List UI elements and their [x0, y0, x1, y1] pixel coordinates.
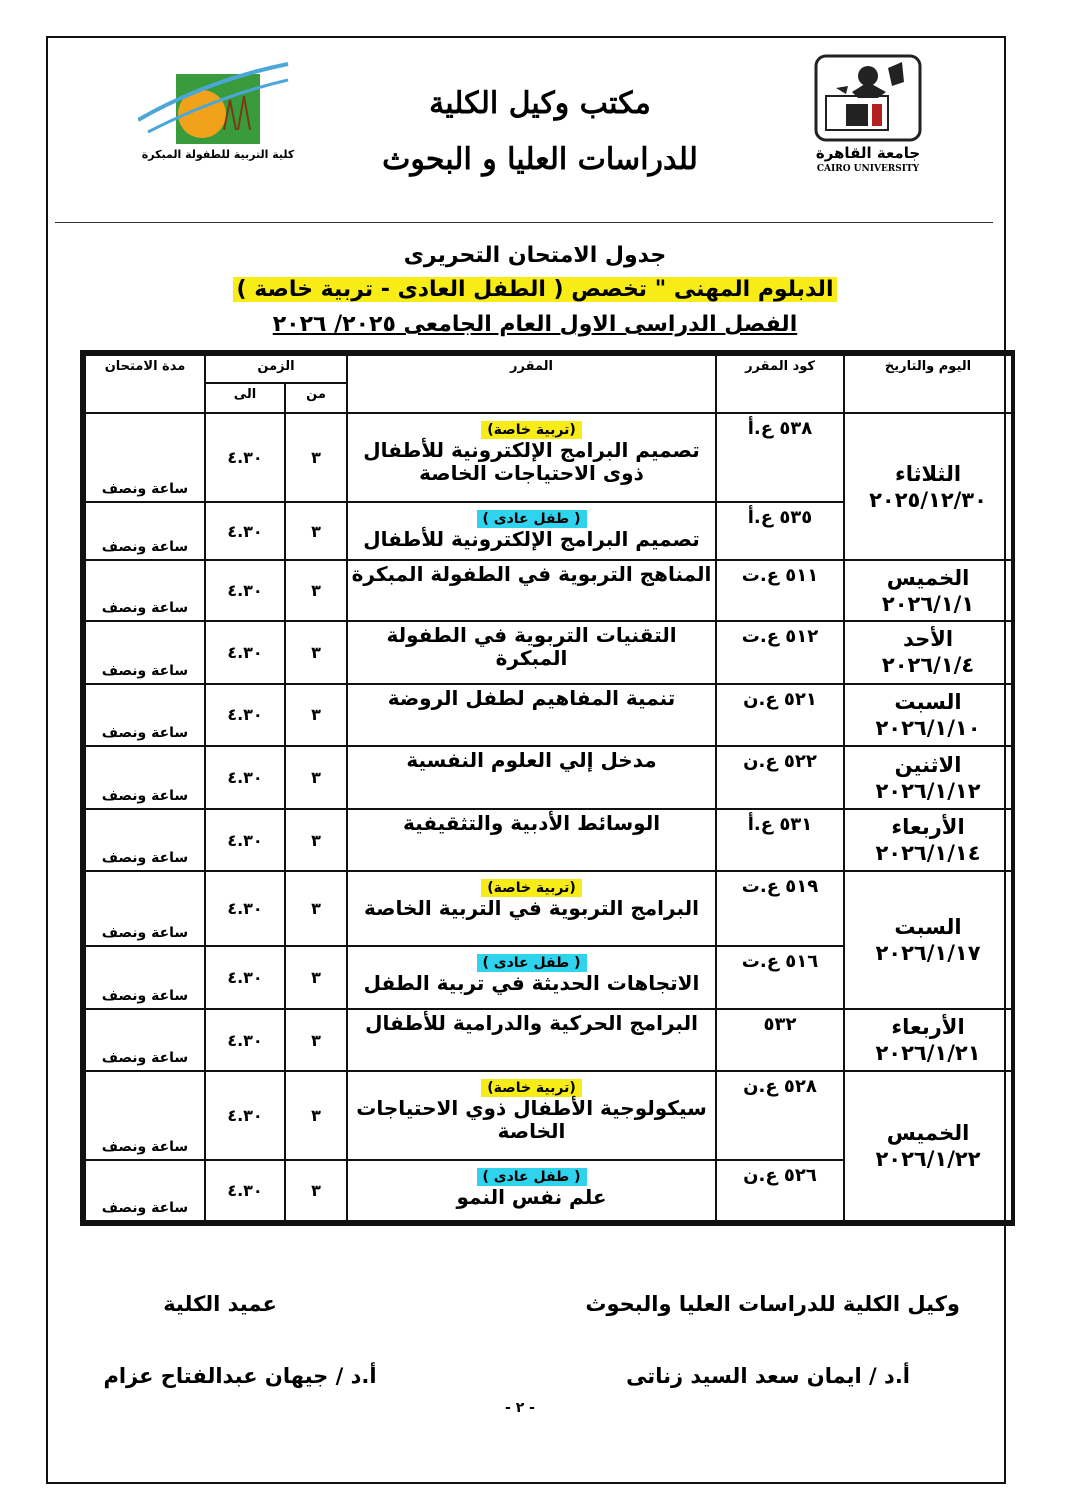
time-to-cell: ٤.٣٠ [205, 502, 285, 561]
table-row [85, 746, 1012, 809]
schedule-body [85, 413, 1012, 1221]
seal-english-caption: CAIRO UNIVERSITY [816, 164, 920, 174]
duration-cell: ساعة ونصف [85, 1009, 205, 1072]
duration-cell: ساعة ونصف [85, 413, 205, 502]
table-row [85, 809, 1012, 872]
course-cell [347, 809, 716, 872]
course-name: علم نفس النمو [456, 1185, 607, 1210]
course-cell [347, 684, 716, 747]
course-name: الوسائط الأدبية والتثقيفية [402, 810, 661, 835]
time-to-cell: ٤.٣٠ [205, 871, 285, 946]
course-name: تصميم البرامج الإلكترونية للأطفال [363, 526, 700, 551]
time-to-cell: ٤.٣٠ [205, 946, 285, 1009]
exam-date: ٢٠٢٦/١/١٧ [875, 941, 981, 966]
time-to-cell: ٤.٣٠ [205, 746, 285, 809]
time-from-cell: ٣ [285, 746, 347, 809]
title-diploma [100, 272, 970, 308]
header-course: المقرر [347, 355, 716, 413]
dean-title: عميد الكلية [163, 1292, 277, 1316]
vice-dean-name: أ.د / ايمان سعد السيد زناتى [626, 1364, 910, 1388]
header-divider [55, 222, 993, 223]
day-date-cell [844, 621, 1012, 684]
time-from-cell: ٣ [285, 621, 347, 684]
day-name: الاثنين [894, 752, 962, 777]
duration-cell: ساعة ونصف [85, 684, 205, 747]
course-code-cell: ٥٣١ ع.أ [716, 809, 844, 872]
time-to-cell: ٤.٣٠ [205, 1160, 285, 1221]
course-name: تصميم البرامج الإلكترونية للأطفال ذوى الاحتياجات الخاصة [363, 438, 700, 485]
course-code-cell: ٥٣٥ ع.أ [716, 502, 844, 561]
duration-cell: ساعة ونصف [85, 621, 205, 684]
table-row [85, 684, 1012, 747]
table-row [85, 1009, 1012, 1072]
table-row [85, 871, 1012, 946]
course-name: مدخل إلي العلوم النفسية [406, 748, 657, 773]
course-code-cell: ٥٣٢ [716, 1009, 844, 1072]
day-date-cell [844, 1071, 1012, 1221]
course-code-cell: ٥٢٨ ع.ن [716, 1071, 844, 1160]
course-name: تنمية المفاهيم لطفل الروضة [387, 685, 676, 710]
time-from-cell: ٣ [285, 560, 347, 621]
faculty-emblem-icon [138, 60, 338, 156]
header-time: الزمن [205, 355, 347, 383]
duration-cell: ساعة ونصف [85, 1160, 205, 1221]
duration-cell: ساعة ونصف [85, 946, 205, 1009]
course-name: التقنيات التربوية في الطفولة المبكرة [386, 623, 677, 671]
cairo-university-logo [808, 52, 928, 178]
exam-date: ٢٠٢٥/١٢/٣٠ [869, 487, 987, 512]
time-to-cell: ٤.٣٠ [205, 621, 285, 684]
time-to-cell: ٤.٣٠ [205, 560, 285, 621]
day-name: الأحد [902, 627, 954, 652]
time-to-cell: ٤.٣٠ [205, 413, 285, 502]
course-cell [347, 871, 716, 946]
course-cell [347, 1160, 716, 1221]
day-date-cell [844, 809, 1012, 872]
normal-child-tag: ( طفل عادى ) [477, 954, 587, 972]
course-code-cell: ٥٢١ ع.ن [716, 684, 844, 747]
time-to-cell: ٤.٣٠ [205, 809, 285, 872]
course-code-cell: ٥٢٢ ع.ن [716, 746, 844, 809]
duration-cell: ساعة ونصف [85, 1071, 205, 1160]
dean-name: أ.د / جيهان عبدالفتاح عزام [103, 1364, 377, 1388]
course-code-cell: ٥١١ ع.ت [716, 560, 844, 621]
special-education-tag: (تربية خاصة) [481, 879, 581, 897]
course-name: البرامج التربوية في التربية الخاصة [364, 896, 699, 921]
day-date-cell [844, 1009, 1012, 1072]
course-cell [347, 946, 716, 1009]
vice-dean-title: وكيل الكلية للدراسات العليا والبحوث [585, 1292, 960, 1316]
course-cell [347, 560, 716, 621]
time-from-cell: ٣ [285, 684, 347, 747]
special-education-tag: (تربية خاصة) [481, 421, 581, 439]
table-row [85, 560, 1012, 621]
day-name: الأربعاء [891, 1015, 965, 1040]
header-day-date: اليوم والتاريخ [844, 355, 1012, 413]
course-name: الاتجاهات الحديثة في تربية الطفل [363, 971, 700, 996]
title-diploma-text: الدبلوم المهنى " تخصص ( الطفل العادى - تربية خاصة ) [233, 277, 838, 302]
table-row [85, 1071, 1012, 1160]
exam-date: ٢٠٢٦/١/٤ [881, 653, 975, 678]
title-semester: الفصل الدراسى الاول العام الجامعى ٢٠٢٥/ ٢٠٢٦ [272, 312, 798, 337]
day-date-cell [844, 413, 1012, 560]
schedule-grid [84, 354, 1013, 1222]
exam-date: ٢٠٢٦/١/١٠ [875, 715, 981, 740]
exam-schedule-table [80, 350, 1015, 1226]
exam-date: ٢٠٢٦/١/١٤ [875, 841, 981, 866]
time-to-cell: ٤.٣٠ [205, 1071, 285, 1160]
table-row [85, 621, 1012, 684]
document-titles [100, 240, 970, 342]
course-code-cell: ٥٣٨ ع.أ [716, 413, 844, 502]
day-name: الثلاثاء [894, 461, 962, 486]
course-code-cell: ٥١٦ ع.ت [716, 946, 844, 1009]
day-date-cell [844, 560, 1012, 621]
course-cell [347, 746, 716, 809]
title-exam-schedule: جدول الامتحان التحريرى [403, 243, 667, 268]
exam-date: ٢٠٢٦/١/١ [881, 591, 975, 616]
course-code-cell: ٥٢٦ ع.ن [716, 1160, 844, 1221]
day-date-cell [844, 684, 1012, 747]
day-date-cell [844, 871, 1012, 1008]
duration-cell: ساعة ونصف [85, 871, 205, 946]
course-cell [347, 1071, 716, 1160]
time-from-cell: ٣ [285, 871, 347, 946]
time-from-cell: ٣ [285, 1160, 347, 1221]
seal-arabic-caption: جامعة القاهرة [815, 144, 921, 162]
table-row [85, 413, 1012, 502]
office-title-line1: مكتب وكيل الكلية [429, 86, 651, 121]
header-from: من [285, 383, 347, 413]
day-name: الخميس [886, 1121, 970, 1146]
time-from-cell: ٣ [285, 1071, 347, 1160]
day-name: السبت [894, 689, 962, 714]
exam-date: ٢٠٢٦/١/١٢ [875, 778, 981, 803]
course-code-cell: ٥١٩ ع.ت [716, 871, 844, 946]
time-from-cell: ٣ [285, 946, 347, 1009]
duration-cell: ساعة ونصف [85, 746, 205, 809]
day-name: الخميس [886, 565, 970, 590]
time-from-cell: ٣ [285, 809, 347, 872]
duration-cell: ساعة ونصف [85, 809, 205, 872]
course-name: سيكولوجية الأطفال ذوي الاحتياجات الخاصة [356, 1096, 707, 1144]
time-from-cell: ٣ [285, 413, 347, 502]
day-date-cell [844, 746, 1012, 809]
course-cell [347, 502, 716, 561]
course-cell [347, 413, 716, 502]
course-name: المناهج التربوية في الطفولة المبكرة [351, 562, 712, 587]
header-course-code: كود المقرر [716, 355, 844, 413]
time-to-cell: ٤.٣٠ [205, 684, 285, 747]
duration-cell: ساعة ونصف [85, 502, 205, 561]
day-name: الأربعاء [891, 815, 965, 840]
faculty-logo [138, 60, 338, 178]
duration-cell: ساعة ونصف [85, 560, 205, 621]
course-name: البرامج الحركية والدرامية للأطفال [365, 1010, 698, 1035]
time-from-cell: ٣ [285, 1009, 347, 1072]
time-to-cell: ٤.٣٠ [205, 1009, 285, 1072]
office-title-line2: للدراسات العليا و البحوث [382, 142, 698, 177]
course-cell [347, 1009, 716, 1072]
exam-date: ٢٠٢٦/١/٢٢ [875, 1147, 981, 1172]
time-from-cell: ٣ [285, 502, 347, 561]
course-code-cell: ٥١٢ ع.ت [716, 621, 844, 684]
special-education-tag: (تربية خاصة) [481, 1079, 581, 1097]
header-duration: مدة الامتحان [85, 355, 205, 413]
normal-child-tag: ( طفل عادى ) [477, 1168, 587, 1186]
normal-child-tag: ( طفل عادى ) [477, 510, 587, 528]
page-number: - ٢ - [505, 1400, 535, 1416]
course-cell [347, 621, 716, 684]
office-title [370, 76, 710, 188]
faculty-logo-caption: كلية التربية للطفولة المبكرة [141, 148, 295, 161]
header-to: الى [205, 383, 285, 413]
day-name: السبت [894, 915, 962, 940]
exam-date: ٢٠٢٦/١/٢١ [875, 1041, 981, 1066]
